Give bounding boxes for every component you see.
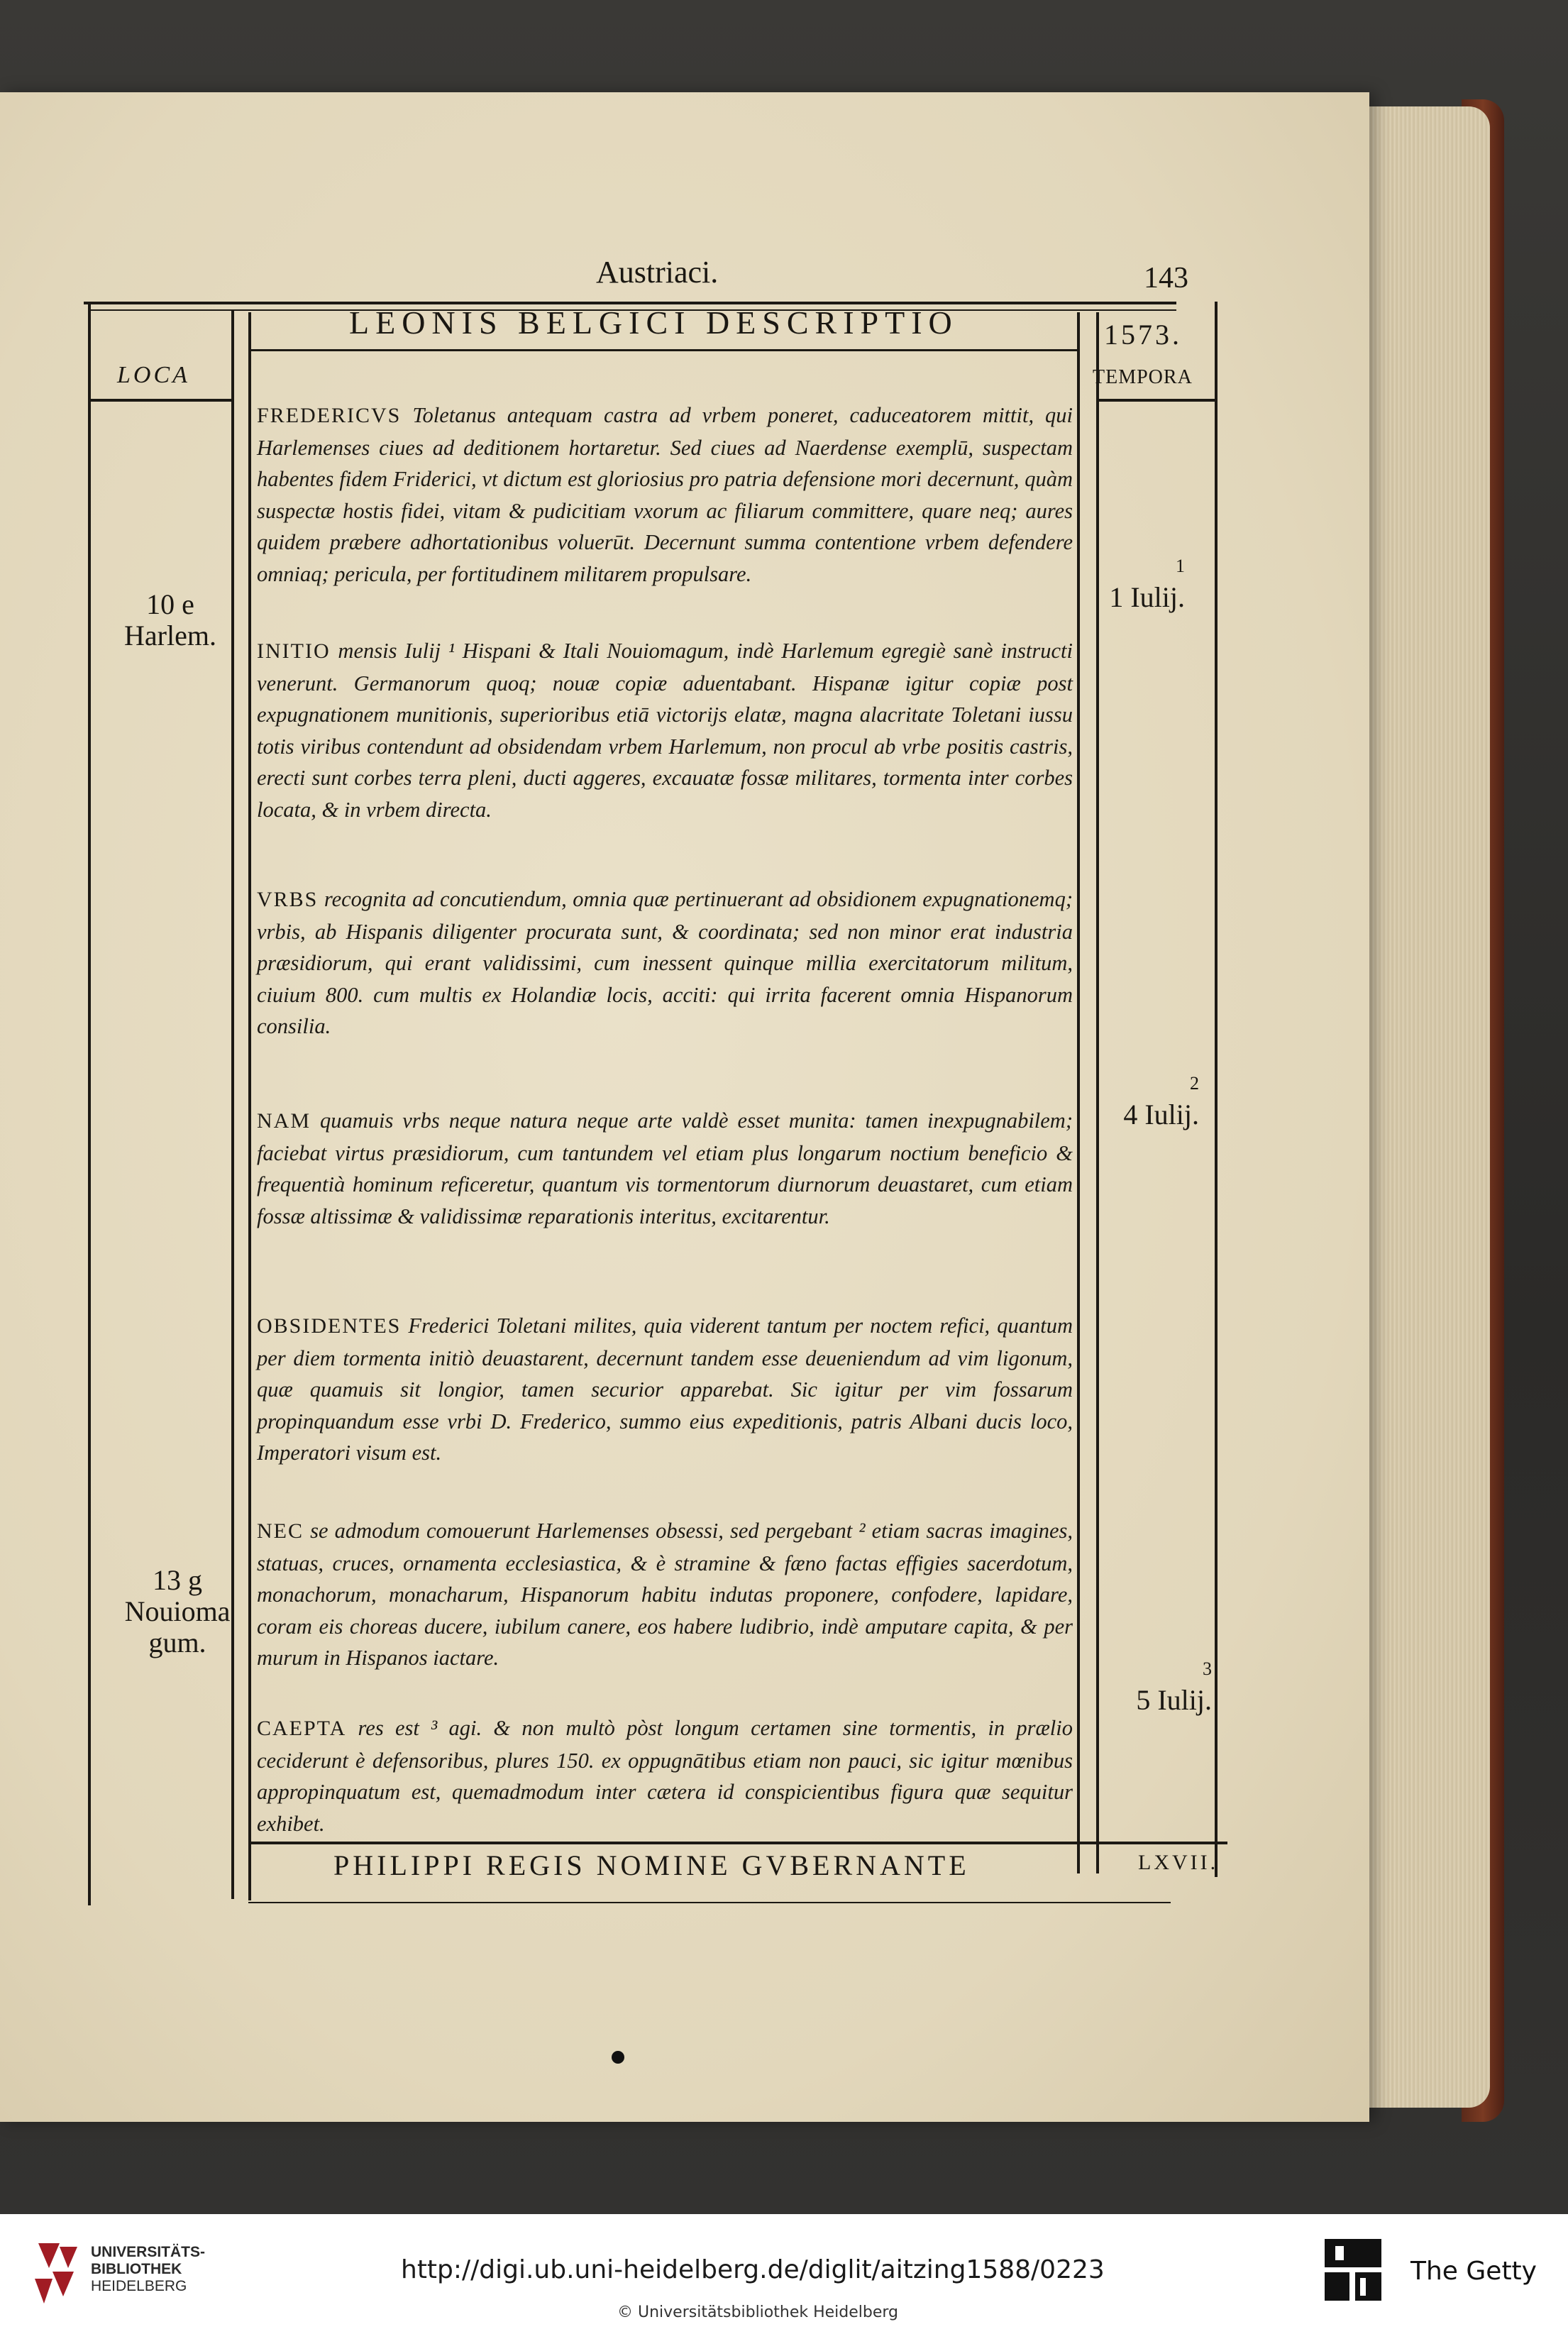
tempora-underline — [1096, 399, 1215, 402]
tempora-header: TEMPORA — [1093, 366, 1193, 388]
paragraph-lead: CAEPTA — [257, 1717, 347, 1740]
paragraph-lead: VRBS — [257, 888, 319, 911]
tempora-note-marker: 2 — [1190, 1073, 1199, 1094]
paragraph-lead: INITIO — [257, 639, 331, 663]
ub-heidelberg-logo[interactable] — [31, 2240, 81, 2311]
paragraph-7 — [257, 1712, 1073, 1839]
frame-loca-line — [231, 309, 234, 1899]
tempora-note-date: 5 Iulij. — [1136, 1684, 1212, 1716]
loca-note-number: 13 g — [153, 1564, 202, 1596]
ink-spot — [612, 2051, 624, 2064]
frame-text-right-line — [1077, 312, 1080, 1873]
loca-note-1 — [106, 589, 234, 651]
tempora-note-date: 4 Iulij. — [1123, 1099, 1199, 1130]
paragraph-1 — [257, 400, 1073, 590]
loca-note-place: Harlem. — [124, 620, 216, 651]
year-label: 1573. — [1104, 319, 1182, 351]
paragraph-text: recognita ad concutiendum, omnia quæ pertinuerant ad obsidionem expugnationemq; vrbis, ab Hispanis diligenter procurata sunt, & coordinata; sed non minor erat industria præsidiorum, qui erant validissimi, cum inessent quinque millia exercitatorum militum, ciuium 800. cum multis ex Holandiæ locis, acciti: qui irrita facerent omnia Hispanorum consilia. — [257, 887, 1073, 1038]
permalink-url[interactable]: http://digi.ub.uni-heidelberg.de/diglit/aitzing1588/0223 — [401, 2255, 1105, 2284]
loca-note-2 — [106, 1565, 248, 1658]
frame-left-line — [88, 302, 91, 1905]
paragraph-lead: NAM — [257, 1109, 311, 1133]
frame-bottom-line-2 — [248, 1902, 1171, 1903]
paragraph-lead: NEC — [257, 1519, 304, 1543]
paragraph-text: res est ³ agi. & non multò pòst longum certamen sine tormentis, in prælio ceciderunt è defensoribus, plures 150. ex oppugnātibus etiam non pauci, sic igitur mœnibus appropinquatum est, quemadmodum inter cætera id conspicientibus figura quæ sequitur exhibet. — [257, 1716, 1073, 1836]
tempora-note-1 — [1107, 551, 1185, 613]
paragraph-text: Frederici Toletani milites, quia viderent tantum per noctem refici, quantum per diem tormenta initiò deuastarent, decernunt tandem esse deueniendum ad vim ligonum, quæ quamuis sit longior, tamen securior apparebat. Sic igitur per vim fossarum propinquandum esse vrbi D. Frederico, summo eius expeditionis, patris Albani ducis loco, Imperatori visum est. — [257, 1314, 1073, 1465]
library-line-3: HEIDELBERG — [91, 2278, 187, 2294]
paragraph-text: Toletanus antequam castra ad vrbem poneret, caduceatorem mittit, qui Harlemenses ciues ad deditionem hortaretur. Sed ciues ad Naerdense exemplū, suspectam habentes fidem Friderici, vt dictum est gloriosius pro patria defensione mori decernunt, quàm suspectæ hostis fidei, vitam & pudicitiam vxorum ac filiarum committere, quare neq; aures quidem præbere adhortationibus voluerūt. Decernunt summa contentione vrbem defendere omniaq; pericula, per fortitudinem militarem propulsare. — [257, 403, 1073, 586]
loca-underline — [88, 399, 231, 402]
paragraph-text: se admodum comouerunt Harlemenses obsessi, sed pergebant ² etiam sacras imagines, statuas, cruces, ornamenta ecclesiastica, & è stramine & fæno factas effigies sacerdotum, monachorum, monacharum, Hispanorum habitu indutas proponere, confodere, lapidare, coram eis choreas ducere, iubilum canere, eos habere ludibrio, indè amputare capita, & per murum in Hispanos iactare. — [257, 1519, 1073, 1670]
title-underline — [248, 349, 1077, 351]
tempora-note-marker: 1 — [1176, 556, 1185, 576]
page-title: LEONIS BELGICI DESCRIPTIO — [349, 304, 959, 341]
library-line-2: BIBLIOTHEK — [91, 2261, 182, 2277]
paragraph-3 — [257, 884, 1073, 1042]
paragraph-lead: FREDERICVS — [257, 404, 402, 427]
folio-number: 143 — [1144, 262, 1188, 295]
loca-note-number: 10 e — [146, 588, 194, 620]
frame-tempora-line — [1096, 312, 1099, 1873]
paragraph-text: mensis Iulij ¹ Hispani & Itali Nouiomagum, indè Harlemum egregiè sanè instructi venerunt. Germanorum quoq; nouæ copiæ aduentabant. Hispanæ igitur copiæ post expugnationem munitionis, superioribus etiā victorijs elatæ, magna alacritate Toletani iussu totis viribus contendunt ad obsidendam vrbem Harlemum, non procul ab vrbe positis castris, erecti sunt corbes terra pleni, ducti aggeres, excauatæ fossæ militares, tormenta inter corbes locata, & in vrbem directa. — [257, 639, 1073, 822]
tempora-note-date: 1 Iulij. — [1109, 581, 1185, 613]
loca-note-place-cont: gum. — [148, 1627, 206, 1658]
tempora-note-marker: 3 — [1203, 1658, 1212, 1679]
frame-text-left-line — [248, 312, 251, 1900]
viewer-footer — [0, 2214, 1568, 2339]
loca-note-place: Nouioma — [124, 1595, 231, 1627]
library-line-1: UNIVERSITÄTS- — [91, 2244, 206, 2260]
paragraph-2 — [257, 635, 1073, 825]
getty-name[interactable]: The Getty — [1410, 2257, 1537, 2286]
paragraph-lead: OBSIDENTES — [257, 1314, 402, 1338]
bottom-number: LXVII. — [1138, 1851, 1219, 1874]
copyright-notice: © Universitätsbibliothek Heidelberg — [617, 2304, 899, 2321]
library-name — [91, 2244, 205, 2295]
running-head: Austriaci. — [596, 255, 719, 290]
loca-header: LOCA — [117, 362, 190, 388]
getty-logo[interactable] — [1321, 2235, 1385, 2306]
frame-bottom-line — [248, 1842, 1227, 1844]
paragraph-6 — [257, 1515, 1073, 1674]
bottom-title: PHILIPPI REGIS NOMINE GVBERNANTE — [333, 1849, 970, 1881]
page-stack — [1348, 106, 1490, 2108]
paragraph-4 — [257, 1105, 1073, 1232]
tempora-note-3 — [1107, 1653, 1212, 1716]
tempora-note-2 — [1107, 1068, 1199, 1130]
frame-right-line — [1215, 302, 1218, 1877]
paragraph-5 — [257, 1310, 1073, 1469]
paragraph-text: quamuis vrbs neque natura neque arte valdè esset munita: tamen inexpugnabilem; faciebat virtus præsidiorum, cum tantundem vel etiam plus longarum noctium beneficio & frequentià hominum reficeretur, quantum vis tormentorum diurnorum deuastaret, cum etiam fossæ altissimæ & validissimæ reparationis interitus, excitarentur. — [257, 1108, 1073, 1228]
